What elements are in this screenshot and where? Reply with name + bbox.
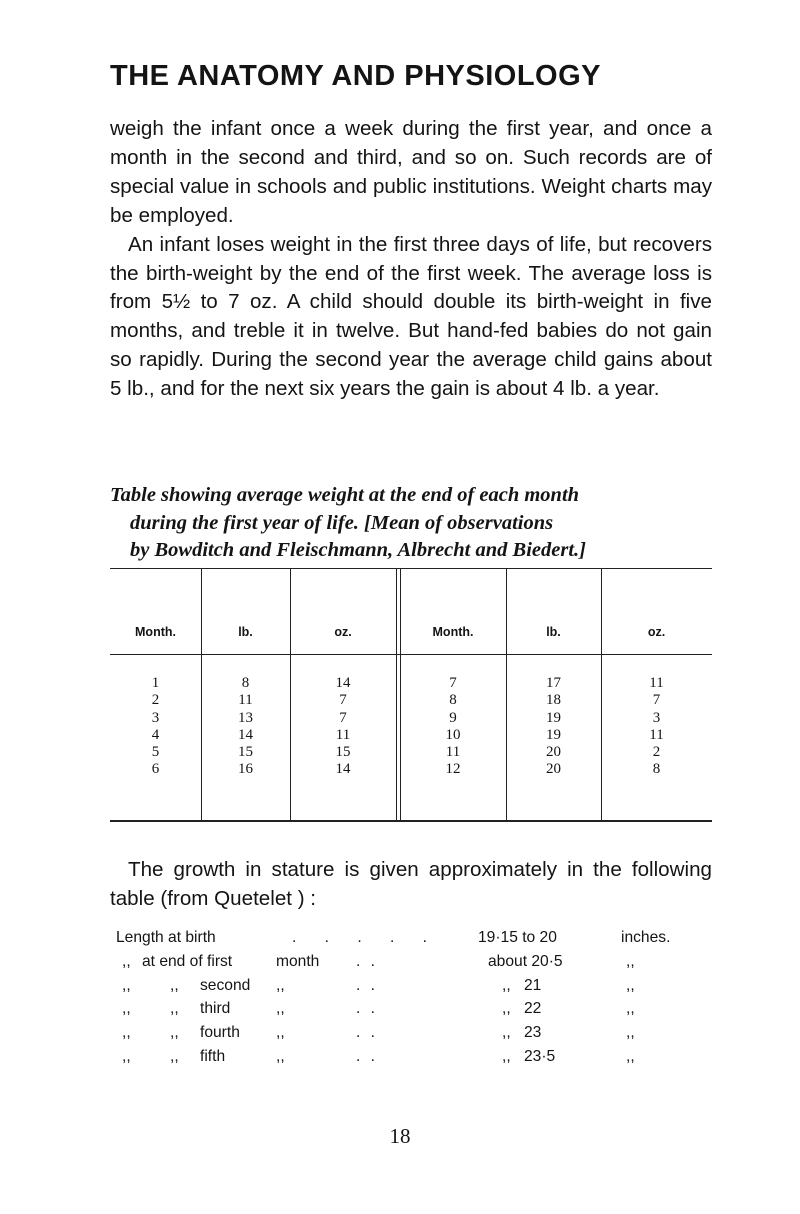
table-cell: 9 (449, 709, 457, 726)
stature-value: 23·5 (524, 1047, 556, 1065)
ditto-mark: ,, (122, 952, 131, 970)
leader-dots: . . (356, 1024, 378, 1042)
leader-dots: . . (356, 1047, 378, 1065)
stature-value: 21 (524, 976, 542, 994)
stature-value: about 20·5 (488, 952, 563, 970)
table-cell: 14 (335, 761, 351, 778)
stature-value: 23 (524, 1024, 542, 1042)
ditto-mark: ,, (122, 976, 131, 994)
table-caption (110, 482, 712, 565)
paragraph-1: weigh the infant once a week during the first year, and once a month in the second and third, and so on. Such records are of special value in schools and public institutions. Weight charts may be employed. (110, 117, 712, 227)
ditto-mark: ,, (626, 952, 635, 970)
table-cell: 15 (238, 744, 253, 761)
table-cell: 8 (652, 761, 661, 778)
table-header-rule (110, 654, 712, 655)
table-cell: 15 (335, 744, 351, 761)
ordinal-label: second (200, 976, 251, 994)
header-lb-right: lb. (546, 625, 561, 639)
table-cell: 11 (649, 675, 664, 691)
column-month-right (400, 675, 506, 779)
caption-line-3: by Bowditch and Fleischmann, Albrecht and Biedert.] (130, 539, 586, 561)
column-month-left (110, 675, 201, 779)
stature-value: 19·15 to 20 (478, 929, 557, 946)
column-oz-left (290, 675, 396, 779)
weight-table (110, 568, 712, 822)
ditto-mark: ,, (626, 1024, 635, 1042)
ditto-mark: ,, (626, 1047, 635, 1065)
ditto-mark: ,, (502, 1000, 511, 1018)
stature-value: 22 (524, 1000, 542, 1018)
ditto-mark: ,, (626, 1000, 635, 1018)
stature-row-fourth (116, 1021, 691, 1045)
page-number: 18 (389, 1124, 411, 1148)
table-cell: 4 (151, 726, 160, 743)
table-cell: 20 (546, 744, 561, 761)
table-cell: 8 (449, 692, 457, 709)
table-cell: 18 (546, 692, 561, 709)
table-cell: 12 (445, 761, 461, 778)
column-lb-right (506, 675, 601, 779)
header-lb-left: lb. (238, 625, 253, 639)
ditto-mark: ,, (276, 976, 285, 994)
table-cell: 19 (546, 726, 561, 743)
caption-line-1: Table showing average weight at the end of each month (110, 484, 580, 506)
table-cell: 7 (339, 709, 347, 726)
column-lb-left (201, 675, 290, 779)
table-cell: 5 (151, 744, 160, 761)
leader-dots: . . (356, 952, 378, 970)
table-cell: 13 (238, 709, 253, 726)
month-word: month (276, 952, 320, 970)
stature-row-second (116, 974, 691, 998)
ditto-mark: ,, (626, 976, 635, 994)
body-text-top (110, 115, 712, 404)
stature-row-third (116, 997, 691, 1021)
header-oz-right: oz. (647, 625, 666, 639)
ditto-mark: ,, (502, 1047, 511, 1065)
table-cell: 7 (449, 675, 457, 691)
column-oz-right (601, 675, 712, 779)
table-cell: 17 (546, 675, 561, 691)
body-text-stature (110, 855, 712, 913)
table-cell: 14 (335, 675, 351, 691)
table-cell: 6 (151, 761, 160, 778)
header-month-right: Month. (432, 625, 474, 639)
ditto-mark: ,, (276, 1000, 285, 1018)
table-cell: 14 (238, 726, 253, 743)
table-cell: 1 (151, 675, 160, 691)
table-cell: 7 (652, 692, 661, 709)
ditto-mark: ,, (276, 1024, 285, 1042)
stature-label: at end of first (142, 952, 233, 970)
table-cell: 16 (238, 761, 253, 778)
table-cell: 8 (241, 675, 250, 691)
ordinal-label: fourth (200, 1024, 240, 1042)
ordinal-label: third (200, 1000, 231, 1018)
table-cell: 2 (151, 692, 160, 709)
ditto-mark: ,, (276, 1047, 285, 1065)
ditto-mark: ,, (122, 1047, 131, 1065)
table-cell: 2 (652, 744, 661, 761)
table-cell: 10 (445, 726, 461, 743)
table-cell: 11 (238, 692, 253, 709)
table-cell: 11 (335, 726, 351, 743)
ditto-mark: ,, (170, 976, 179, 994)
paragraph-3: The growth in stature is given approximately in the following table (from Quetelet ) : (110, 858, 712, 910)
table-cell: 19 (546, 709, 561, 726)
ditto-mark: ,, (502, 1024, 511, 1042)
table-cell: 3 (652, 709, 661, 726)
paragraph-2: An infant loses weight in the first three days of life, but recovers the birth-weight by the end of the first week. The average loss is from 5½ to 7 oz. A child should double its birth-weight in five months, and treble it in twelve. But hand-fed babies do not gain so rapidly. During the second year the average child gains about 5 lb., and for the next six years the gain is about 4 lb. a year. (110, 232, 712, 401)
leader-dots: . . (356, 976, 378, 994)
ditto-mark: ,, (170, 1000, 179, 1018)
stature-unit: inches. (621, 929, 671, 946)
running-head: THE ANATOMY AND PHYSIOLOGY (110, 60, 602, 92)
ditto-mark: ,, (122, 1000, 131, 1018)
table-cell: 11 (649, 726, 664, 743)
header-month-left: Month. (135, 625, 176, 639)
ditto-mark: ,, (170, 1024, 179, 1042)
ordinal-label: fifth (200, 1047, 226, 1065)
stature-row-fifth (116, 1045, 691, 1069)
table-cell: 7 (339, 692, 347, 709)
table-cell: 11 (445, 744, 461, 761)
stature-label: Length at birth (116, 929, 216, 946)
table-cell: 3 (151, 709, 160, 726)
leader-dots: . . . . . (292, 929, 439, 946)
caption-line-2: during the first year of life. [Mean of observations (130, 511, 554, 534)
header-oz-left: oz. (334, 625, 352, 639)
ditto-mark: ,, (122, 1024, 131, 1042)
ditto-mark: ,, (170, 1047, 179, 1065)
stature-table (116, 926, 691, 1069)
stature-row-birth (116, 926, 691, 950)
leader-dots: . . (356, 1000, 378, 1018)
ditto-mark: ,, (502, 976, 511, 994)
stature-row-first (116, 950, 691, 974)
table-cell: 20 (546, 761, 561, 778)
